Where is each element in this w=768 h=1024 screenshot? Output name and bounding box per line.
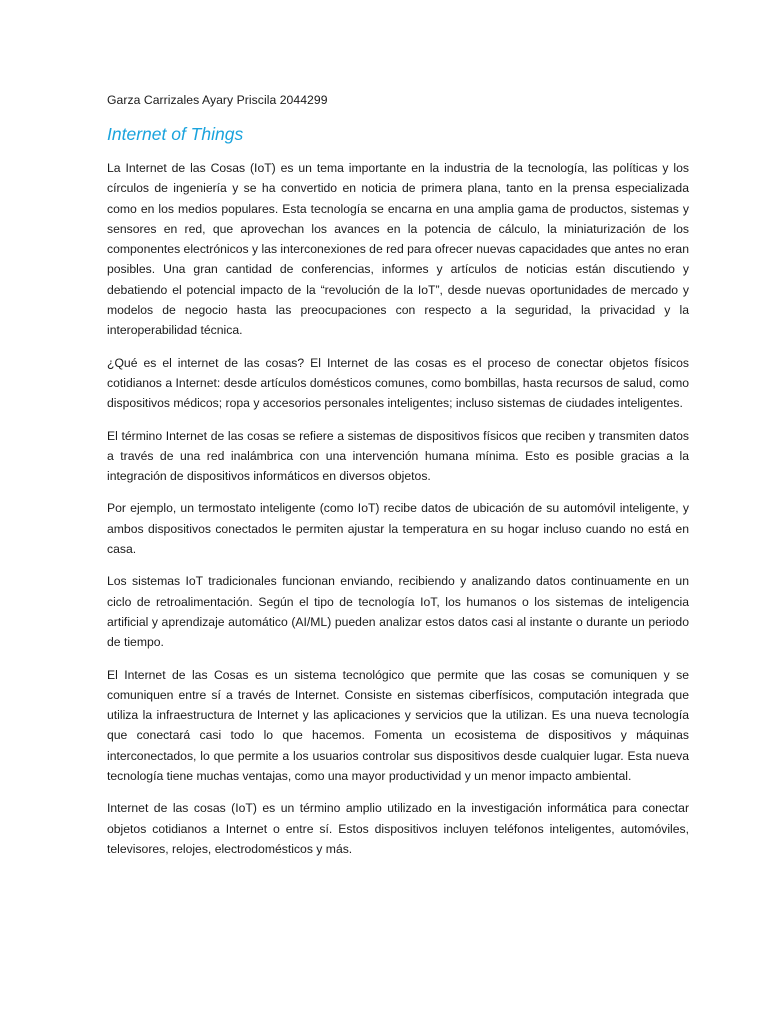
paragraph-traditional-systems: Los sistemas IoT tradicionales funcionan enviando, recibiendo y analizando datos continuamente en un ciclo de retroalimentación. Según el tipo de tecnología IoT, los humanos o los sistemas de inteligencia artificial y aprendizaje automático (AI/ML) pueden analizar estos datos casi al instante o durante un periodo de tiempo. [107, 574, 689, 650]
paragraph-broad-term: Internet de las cosas (IoT) es un término amplio utilizado en la investigación informática para conectar objetos cotidianos a Internet o entre sí. Estos dispositivos incluyen teléfonos inteligentes, automóviles, televisores, relojes, electrodomésticos y más. [107, 801, 689, 856]
document-page [107, 91, 689, 871]
paragraph-iot-overview: La Internet de las Cosas (IoT) es un tema importante en la industria de la tecnología, las políticas y los círculos de ingeniería y se ha convertido en noticia de primera plana, tanto en la prensa especializada como en los medios populares. Esta tecnología se encarna en una amplia gama de productos, sistemas y sensores en red, que aprovechan los avances en la potencia de cálculo, la miniaturización de los componentes electrónicos y las interconexiones de red para ofrecer nuevas capacidades que antes no eran posibles. Una gran cantidad de conferencias, informes y artículos de noticias están discutiendo y debatiendo el potencial impacto de la “revolución de la IoT”, desde nuevas oportunidades de mercado y modelos de negocio hasta las preocupaciones con respecto a la seguridad, la privacidad y la interoperabilidad técnica. [107, 161, 689, 338]
paragraph-technological-system: El Internet de las Cosas es un sistema tecnológico que permite que las cosas se comuniquen y se comuniquen entre sí a través de Internet. Consiste en sistemas ciberfísicos, computación integrada que utiliza la infraestructura de Internet y las aplicaciones y servicios que la utilizan. Es una nueva tecnología que conectará casi todo lo que hacemos. Fomenta un ecosistema de dispositivos y máquinas interconectados, lo que permite a los usuarios controlar sus dispositivos desde cualquier lugar. Esta nueva tecnología tiene muchas ventajas, como una mayor productividad y un menor impacto ambiental. [107, 667, 689, 784]
paragraph-thermostat-example: Por ejemplo, un termostato inteligente (como IoT) recibe datos de ubicación de su automóvil inteligente, y ambos dispositivos conectados le permiten ajustar la temperatura en su hogar incluso cuando no está en casa. [107, 501, 689, 557]
document-title: Internet of Things [107, 124, 244, 144]
paragraph-term-definition: El término Internet de las cosas se refiere a sistemas de dispositivos físicos que reciben y transmiten datos a través de una red inalámbrica con una intervención humana mínima. Esto es posible gracias a la integración de dispositivos informáticos en diversos objetos. [107, 428, 689, 484]
paragraph-what-is-iot: ¿Qué es el internet de las cosas? El Internet de las cosas es el proceso de conectar objetos físicos cotidianos a Internet: desde artículos domésticos comunes, como bombillas, hasta recursos de salud, como dispositivos médicos; ropa y accesorios personales inteligentes; incluso sistemas de ciudades inteligentes. [107, 355, 689, 411]
author-line: Garza Carrizales Ayary Priscila 2044299 [107, 93, 328, 107]
